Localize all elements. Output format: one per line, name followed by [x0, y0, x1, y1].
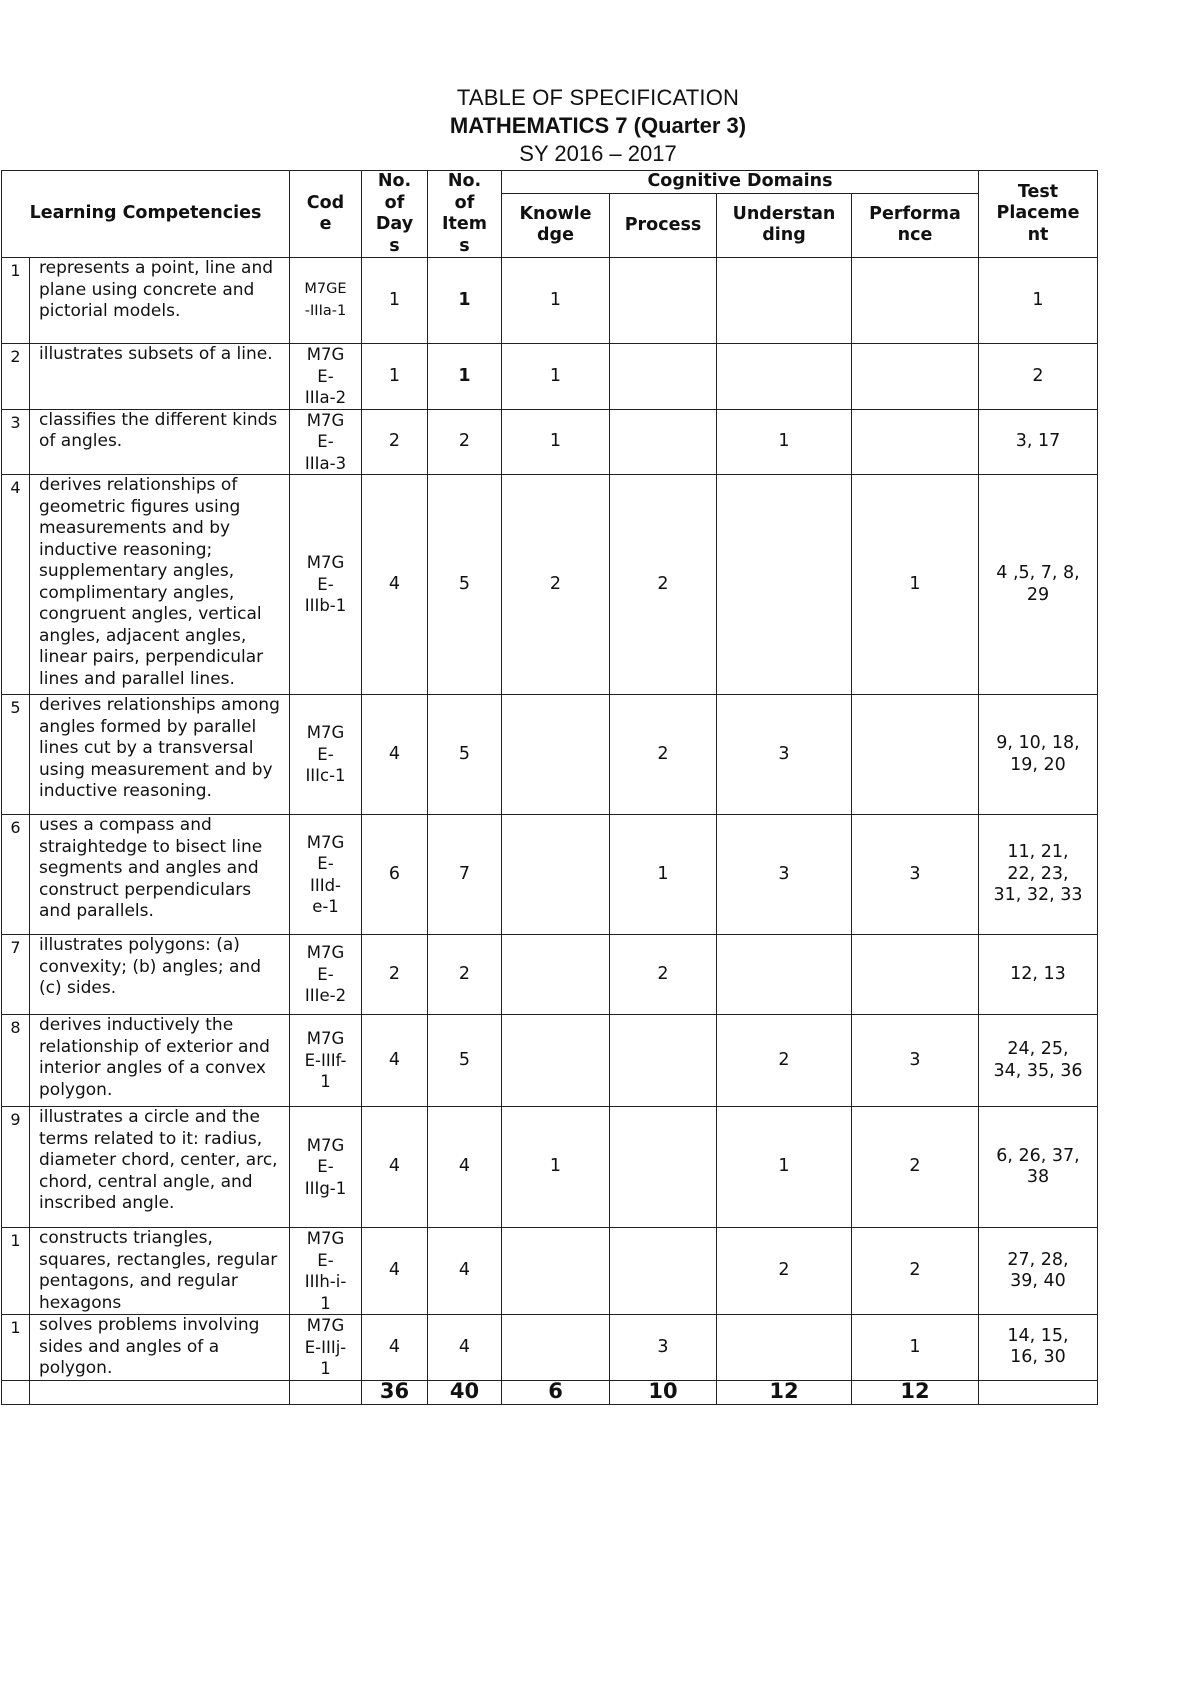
performance-cell: 1 — [852, 475, 979, 695]
knowledge-cell — [502, 1015, 610, 1107]
placement-cell: 9, 10, 18, 19, 20 — [979, 695, 1098, 815]
row-number: 9 — [2, 1107, 30, 1228]
knowledge-cell: 1 — [502, 258, 610, 344]
table-row — [2, 344, 1098, 410]
header-performance — [852, 193, 979, 257]
performance-cell — [852, 258, 979, 344]
performance-cell: 2 — [852, 1107, 979, 1228]
header-items-label: No. of Item s — [442, 171, 487, 256]
understanding-cell — [717, 344, 852, 410]
placement-cell: 1 — [979, 258, 1098, 344]
row-number: 5 — [2, 695, 30, 815]
placement-cell: 14, 15, 16, 30 — [979, 1315, 1098, 1381]
table-row — [2, 409, 1098, 475]
performance-cell — [852, 935, 979, 1015]
days-cell: 2 — [362, 935, 428, 1015]
header-code — [290, 171, 362, 258]
code-cell: M7G E- IIIb-1 — [290, 475, 362, 695]
items-cell: 5 — [428, 1015, 502, 1107]
placement-cell: 3, 17 — [979, 409, 1098, 475]
knowledge-cell: 2 — [502, 475, 610, 695]
understanding-cell: 3 — [717, 815, 852, 935]
code-cell: M7G E- IIIh-i- 1 — [290, 1228, 362, 1315]
header-knowledge-label: Knowle dge — [519, 203, 592, 246]
header-test-placement — [979, 171, 1098, 258]
items-cell: 1 — [428, 258, 502, 344]
row-number: 6 — [2, 815, 30, 935]
header-cognitive-domains: Cognitive Domains — [502, 171, 979, 194]
placement-cell: 24, 25, 34, 35, 36 — [979, 1015, 1098, 1107]
table-row — [2, 815, 1098, 935]
days-cell: 6 — [362, 815, 428, 935]
knowledge-cell: 1 — [502, 344, 610, 410]
table-body — [2, 258, 1098, 1405]
code-cell: M7G E- IIIg-1 — [290, 1107, 362, 1228]
competency-cell: uses a compass and straightedge to bisect line segments and angles and construct perpendiculars and parallels. — [30, 815, 290, 935]
process-cell — [610, 1107, 717, 1228]
items-cell: 2 — [428, 409, 502, 475]
process-cell: 2 — [610, 475, 717, 695]
items-cell: 2 — [428, 935, 502, 1015]
table-row — [2, 1315, 1098, 1381]
knowledge-cell — [502, 695, 610, 815]
header-learning-competencies: Learning Competencies — [2, 171, 290, 258]
placement-cell: 12, 13 — [979, 935, 1098, 1015]
items-cell: 5 — [428, 695, 502, 815]
days-cell: 4 — [362, 1107, 428, 1228]
header-code-label: Cod e — [306, 192, 345, 234]
placement-cell: 4 ,5, 7, 8, 29 — [979, 475, 1098, 695]
header-process: Process — [610, 193, 717, 257]
code-cell: M7G E-IIIj- 1 — [290, 1315, 362, 1381]
document-header — [0, 84, 1196, 168]
table-row — [2, 1107, 1098, 1228]
header-items — [428, 171, 502, 258]
understanding-cell: 1 — [717, 409, 852, 475]
competency-cell: illustrates polygons: (a) convexity; (b) angles; and (c) sides. — [30, 935, 290, 1015]
row-number: 3 — [2, 409, 30, 475]
performance-cell: 2 — [852, 1228, 979, 1315]
performance-cell: 1 — [852, 1315, 979, 1381]
totals-row — [2, 1380, 1098, 1404]
days-cell: 4 — [362, 1228, 428, 1315]
process-cell: 2 — [610, 935, 717, 1015]
days-cell: 1 — [362, 344, 428, 410]
understanding-cell: 3 — [717, 695, 852, 815]
competency-cell: illustrates subsets of a line. — [30, 344, 290, 410]
performance-cell: 3 — [852, 815, 979, 935]
row-number: 1 — [2, 1315, 30, 1381]
performance-cell — [852, 695, 979, 815]
competency-cell: illustrates a circle and the terms related to it: radius, diameter chord, center, arc, chord, central angle, and inscribed angle. — [30, 1107, 290, 1228]
days-cell: 4 — [362, 1315, 428, 1381]
total-performance: 12 — [852, 1380, 979, 1404]
knowledge-cell — [502, 1228, 610, 1315]
understanding-cell: 2 — [717, 1228, 852, 1315]
totals-competency-cell — [30, 1380, 290, 1404]
understanding-cell — [717, 1315, 852, 1381]
header-days-label: No. of Day s — [375, 171, 414, 256]
items-cell: 7 — [428, 815, 502, 935]
totals-placement-cell — [979, 1380, 1098, 1404]
knowledge-cell — [502, 935, 610, 1015]
total-process: 10 — [610, 1380, 717, 1404]
table-row — [2, 695, 1098, 815]
performance-cell: 3 — [852, 1015, 979, 1107]
header-days — [362, 171, 428, 258]
placement-cell: 6, 26, 37, 38 — [979, 1107, 1098, 1228]
days-cell: 4 — [362, 695, 428, 815]
understanding-cell — [717, 935, 852, 1015]
table-row — [2, 258, 1098, 344]
understanding-cell — [717, 258, 852, 344]
specification-table — [1, 170, 1098, 1405]
row-number: 8 — [2, 1015, 30, 1107]
school-year: SY 2016 – 2017 — [519, 141, 677, 166]
code-cell: M7G E- IIIc-1 — [290, 695, 362, 815]
knowledge-cell: 1 — [502, 1107, 610, 1228]
competency-cell: classifies the different kinds of angles. — [30, 409, 290, 475]
competency-cell: derives relationships among angles formed by parallel lines cut by a transversal using measurement and by inductive reasoning. — [30, 695, 290, 815]
understanding-cell: 1 — [717, 1107, 852, 1228]
items-cell: 4 — [428, 1315, 502, 1381]
total-items: 40 — [428, 1380, 502, 1404]
row-number: 4 — [2, 475, 30, 695]
items-cell: 4 — [428, 1228, 502, 1315]
competency-cell: solves problems involving sides and angles of a polygon. — [30, 1315, 290, 1381]
process-cell: 1 — [610, 815, 717, 935]
table-row — [2, 935, 1098, 1015]
days-cell: 4 — [362, 475, 428, 695]
process-cell — [610, 1228, 717, 1315]
header-understanding — [717, 193, 852, 257]
document-title: TABLE OF SPECIFICATION — [456, 85, 740, 110]
knowledge-cell: 1 — [502, 409, 610, 475]
competency-cell: derives relationships of geometric figures using measurements and by inductive reasoning; supplementary angles, complimentary angles, congruent angles, vertical angles, adjacent angles, linear pairs, perpendicular lines and parallel lines. — [30, 475, 290, 695]
placement-cell: 2 — [979, 344, 1098, 410]
process-cell: 3 — [610, 1315, 717, 1381]
competency-cell: constructs triangles, squares, rectangles, regular pentagons, and regular hexagons — [30, 1228, 290, 1315]
understanding-cell: 2 — [717, 1015, 852, 1107]
header-row-1 — [2, 171, 1098, 194]
competency-cell: represents a point, line and plane using concrete and pictorial models. — [30, 258, 290, 344]
table-row — [2, 475, 1098, 695]
placement-cell: 27, 28, 39, 40 — [979, 1228, 1098, 1315]
totals-code-cell — [290, 1380, 362, 1404]
performance-cell — [852, 409, 979, 475]
code-cell: M7G E- IIIe-2 — [290, 935, 362, 1015]
process-cell: 2 — [610, 695, 717, 815]
knowledge-cell — [502, 815, 610, 935]
total-understanding: 12 — [717, 1380, 852, 1404]
placement-cell: 11, 21, 22, 23, 31, 32, 33 — [979, 815, 1098, 935]
code-cell: M7G E-IIIf- 1 — [290, 1015, 362, 1107]
header-performance-label: Performa nce — [869, 203, 961, 246]
table-row — [2, 1228, 1098, 1315]
code-cell: M7G E- IIIa-3 — [290, 409, 362, 475]
header-knowledge — [502, 193, 610, 257]
total-days: 36 — [362, 1380, 428, 1404]
code-cell: M7G E- IIId- e-1 — [290, 815, 362, 935]
table-row — [2, 1015, 1098, 1107]
header-understanding-label: Understan ding — [732, 203, 836, 246]
row-number: 2 — [2, 344, 30, 410]
days-cell: 4 — [362, 1015, 428, 1107]
total-knowledge: 6 — [502, 1380, 610, 1404]
items-cell: 4 — [428, 1107, 502, 1228]
competency-cell: derives inductively the relationship of exterior and interior angles of a convex polygon. — [30, 1015, 290, 1107]
code-cell: M7GE -IIIa-1 — [290, 258, 362, 344]
performance-cell — [852, 344, 979, 410]
knowledge-cell — [502, 1315, 610, 1381]
days-cell: 1 — [362, 258, 428, 344]
process-cell — [610, 1015, 717, 1107]
understanding-cell — [717, 475, 852, 695]
items-cell: 1 — [428, 344, 502, 410]
subject-title: MATHEMATICS 7 (Quarter 3) — [449, 113, 747, 138]
header-test-placement-label: Test Placeme nt — [996, 181, 1080, 245]
totals-no-cell — [2, 1380, 30, 1404]
items-cell: 5 — [428, 475, 502, 695]
code-cell: M7G E- IIIa-2 — [290, 344, 362, 410]
row-number: 1 — [2, 258, 30, 344]
process-cell — [610, 258, 717, 344]
row-number: 7 — [2, 935, 30, 1015]
days-cell: 2 — [362, 409, 428, 475]
process-cell — [610, 344, 717, 410]
row-number: 1 — [2, 1228, 30, 1315]
process-cell — [610, 409, 717, 475]
